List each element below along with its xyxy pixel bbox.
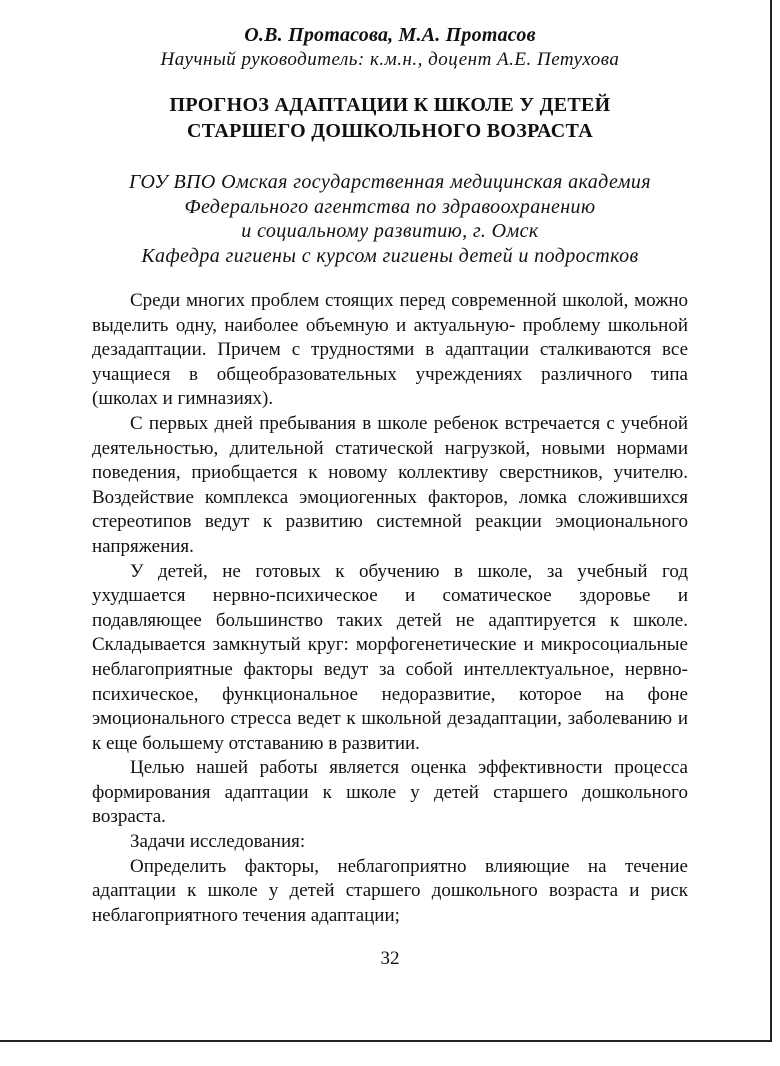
paragraph: Среди многих проблем стоящих перед современной школой, можно выделить одну, наиболее объемную и актуальную- проблему школьной дезадаптации. Причем с трудностями в адаптации сталкиваются все учащиеся в общеобразовательных учреждениях различного типа (школах и гимназиях). [92,290,688,410]
page-edge-border [770,0,772,1040]
paragraph: Целью нашей работы является оценка эффективности процесса формирования адаптации к школе у детей старшего дошкольного возраста. [92,757,688,828]
affiliation [0,170,780,268]
page-bottom-border [0,1040,772,1042]
affiliation-line-3: и социальному развитию, г. Омск [241,220,539,242]
affiliation-line-4: Кафедра гигиены с курсом гигиены детей и подростков [141,244,639,267]
authors: О.В. Протасова, М.А. Протасов [244,24,536,46]
article-title [0,92,780,144]
title-line-1: ПРОГНОЗ АДАПТАЦИИ К ШКОЛЕ У ДЕТЕЙ [169,94,611,116]
affiliation-line-1: ГОУ ВПО Омская государственная медицинская академия [129,171,651,193]
title-line-2: СТАРШЕГО ДОШКОЛЬНОГО ВОЗРАСТА [187,120,593,142]
paragraph: Определить факторы, неблагоприятно влияющие на течение адаптации к школе у детей старшего дошкольного возраста и риск неблагоприятного течения адаптации; [92,855,688,926]
article-body [92,289,688,928]
paragraph: Задачи исследования: [130,831,306,853]
article-header [0,22,780,72]
affiliation-line-2: Федерального агентства по здравоохранению [184,195,596,218]
supervisor: Научный руководитель: к.м.н., доцент А.Е. Петухова [160,49,620,70]
paragraph: У детей, не готовых к обучению в школе, за учебный год ухудшается нервно-психическое и соматическое здоровье и подавляющее большинство таких детей не адаптируется к школе. Складывается замкнутый круг: морфогенетические и микросоциальные неблагоприятные факторы ведут за собой интеллектуальное, нервно-психическое, функциональное недоразвитие, которое на фоне эмоционального стресса ведет к школьной дезадаптации, заболеванию и к еще большему отставанию в развитии. [92,560,688,754]
page-number: 32 [380,948,400,969]
paragraph: С первых дней пребывания в школе ребенок встречается с учебной деятельностью, длительной статической нагрузкой, новыми нормами поведения, приобщается к новому коллективу сверстников, учителю. Воздействие комплекса эмоциогенных факторов, ломка сложившихся стереотипов ведут к развитию системной реакции эмоционального напряжения. [92,412,688,557]
